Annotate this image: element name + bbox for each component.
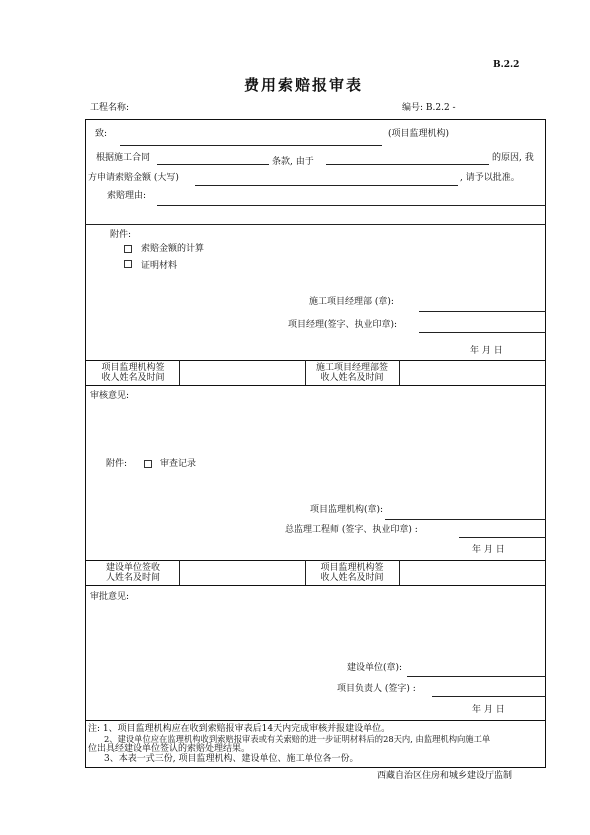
chief-engineer-label: 总监理工程师 (签字、执业印章) : — [285, 525, 418, 535]
sign1-left-label-1: 项目监理机构签 — [101, 363, 165, 373]
supervisor-org-field[interactable] — [385, 519, 546, 520]
form-title: 费用索赔报审表 — [244, 76, 364, 94]
sign2-divider-1 — [179, 560, 180, 585]
table-top-border — [85, 119, 546, 120]
clause-label: 条款, 由于 — [272, 157, 314, 167]
note-line-1: 注: 1、项目监理机构应在收到索赔报审表后14天内完成审核并报建设单位。 — [88, 724, 391, 734]
checkbox-review-record[interactable] — [144, 460, 152, 468]
attachment-item-calculation: 索赔金额的计算 — [141, 244, 205, 254]
sign2-left-label-2: 人姓名及时间 — [105, 573, 160, 583]
to-field[interactable] — [120, 145, 382, 146]
owner-unit-field[interactable] — [407, 676, 546, 677]
note-line-4: 3、本表一式三份, 项目监理机构、建设单位、施工单位各一份。 — [104, 754, 359, 764]
approval-opinion-label: 审批意见: — [90, 592, 130, 602]
review-attachment-item: 审查记录 — [160, 459, 197, 469]
form-number-label: 编号: B.2.2 - — [402, 103, 456, 113]
sign2-right-label-2: 收人姓名及时间 — [320, 573, 384, 583]
owner-unit-label: 建设单位(章): — [347, 663, 403, 673]
project-leader-field[interactable] — [432, 696, 546, 697]
table-bottom-border — [85, 767, 546, 768]
sign1-bottom — [85, 385, 546, 386]
sign1-right-label-1: 施工项目经理部签 — [315, 363, 388, 373]
table-right-border — [545, 119, 546, 767]
to-label: 致: — [95, 129, 108, 139]
project-manager-field[interactable] — [419, 332, 546, 333]
note-line-3: 位出具经建设单位签认的索赔处理结果。 — [88, 744, 251, 754]
contract-prefix: 根据施工合同 — [96, 153, 151, 163]
sign1-right-label-2: 收人姓名及时间 — [320, 373, 384, 383]
claim-reason-label: 索赔理由: — [107, 191, 147, 201]
sign2-bottom — [85, 585, 546, 586]
sign2-left-label-1: 建设单位签收 — [105, 563, 160, 573]
review-attachment-label: 附件: — [106, 459, 128, 469]
attachment-item-proof: 证明材料 — [141, 261, 178, 271]
amount-suffix: , 请予以批准。 — [460, 173, 520, 183]
chief-engineer-field[interactable] — [459, 537, 546, 538]
sign2-right-label-1: 项目监理机构签 — [320, 563, 384, 573]
sign2-divider-3 — [399, 560, 400, 585]
amount-prefix: 方申请索赔金额 (大写) — [88, 173, 179, 183]
section3-divider — [85, 560, 546, 561]
project-manager-label: 项目经理(签字、执业印章): — [288, 320, 398, 330]
construction-dept-label: 施工项目经理部 (章): — [309, 297, 394, 307]
review-opinion-label: 审核意见: — [90, 391, 130, 401]
supervisor-label: (项目监理机构) — [388, 129, 450, 139]
sign1-divider-1 — [179, 360, 180, 385]
checkbox-claim-calculation[interactable] — [124, 245, 132, 253]
section4-divider — [85, 720, 546, 721]
section1-divider — [85, 224, 546, 225]
section2-date: 年 月 日 — [470, 346, 503, 356]
checkbox-proof-materials[interactable] — [124, 260, 132, 268]
sign1-divider-3 — [399, 360, 400, 385]
table-left-border — [85, 119, 86, 767]
form-code: B.2.2 — [493, 60, 520, 70]
claim-reason-line-1[interactable] — [157, 205, 546, 206]
amount-field[interactable] — [195, 185, 458, 186]
note-line-2: 2、建设单位应在监理机构收到索赔报审表或有关索赔的进一步证明材料后的28天内, 由监理机构向施工单 — [104, 734, 491, 744]
issuer-label: 西藏自治区住房和城乡建设厅监制 — [377, 771, 513, 781]
construction-dept-field[interactable] — [419, 311, 546, 312]
attachment-label: 附件: — [110, 230, 132, 240]
reason-field[interactable] — [326, 164, 489, 165]
sign1-left-label-2: 收人姓名及时间 — [101, 373, 165, 383]
reason-label: 的原因, 我 — [492, 153, 534, 163]
contract-field[interactable] — [157, 164, 269, 165]
project-name-label: 工程名称: — [90, 103, 130, 113]
project-leader-label: 项目负责人 (签字) : — [337, 684, 416, 694]
section4-date: 年 月 日 — [472, 705, 505, 715]
section3-date: 年 月 日 — [472, 545, 505, 555]
supervisor-org-label: 项目监理机构(章): — [310, 505, 384, 515]
section2-divider — [85, 360, 546, 361]
